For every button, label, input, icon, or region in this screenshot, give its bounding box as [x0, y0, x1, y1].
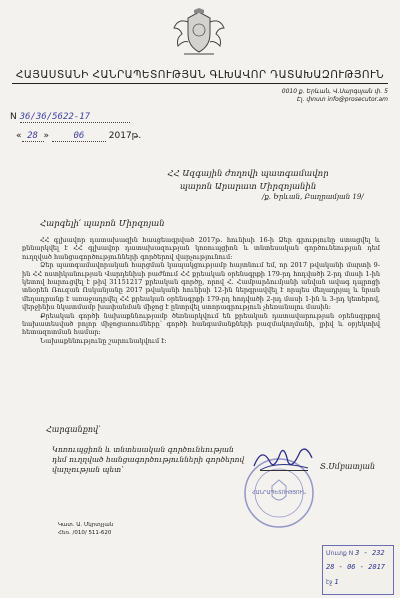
signature-line [260, 470, 308, 471]
signer-title-line-2: դեմ ուղղված հանցագործությունների գործերով [52, 455, 245, 464]
signer-title [52, 445, 244, 475]
body-paragraph: Նախաքննությունը շարունակվում է: [40, 336, 167, 345]
salutation: Հարգելի՛ պարոն Միրզոյան [40, 219, 165, 229]
letter-date-day: 28 [22, 131, 44, 142]
body-paragraph: Ձեր պատգամավորական հարցման կապակցությամբ հայտնում եմ, որ 2017 թվականի մարտի 9-ին ՀՀ ոստիկանության Վարդենիսի բաժնում ՀՀ քրեական օրենսգրքի 179-րդ հոդվածի 2-րդ մասի 1-ին կետով հարուցվել է թիվ 31151217 քրեական գործը, որով Հ. Համբարձումյանի անվան ավագ դպրոցի տնօրեն Ռուզան Ոսկանյանը 2017 թվականի հունիսի 12-ին ներգրավվել է որպես մեղադրյալ և նրան մեղադրանք է առաջադրվել ՀՀ քրեական օրենսգրքի 179-րդ հոդվածի 2-րդ մասի 1-ին և 3-րդ կետերով, վերջինիս նկատմամբ խափանման միջոց է ընտրվել ստորագրություն չհեռանալու մասին: [22, 261, 380, 312]
header-rule [12, 83, 388, 84]
closing-regards: Հարգանքով՝ [46, 425, 101, 434]
letter-number: 36/36/5622-17 [20, 112, 130, 123]
seal-text: ՀԱՆՐԱՊԵՏՈՒԹՅՈՒՆ [252, 490, 306, 496]
body-paragraph: Քրեական գործի նախաքննությամբ ծեռնարկվում են քրեական դատավարության օրենսգրքով նախատեսված բոլոր միջոցառումները՝ գործի հանգամանքների բազմակողմանի, լրիվ և օբյեկտիվ հետազոտման համար: [22, 311, 380, 337]
stamp-date: 28 - 06 - 2017 [326, 563, 386, 571]
coat-of-arms-icon [170, 8, 228, 60]
agency-address: 0010 ք. Երևան, Վ.Սարգսյան փ. 5 [281, 88, 388, 95]
executor-block [58, 522, 113, 537]
agency-name: ՀԱՅԱՍՏԱՆԻ ՀԱՆՐԱՊԵՏՈՒԹՅԱՆ ԳԼԽԱՎՈՐ ԴԱՏԱԽԱԶՈՒԹՅՈՒՆ [15, 69, 385, 81]
agency-email: Էլ. փոստ info@prosecutor.am [297, 96, 388, 103]
letter-number-row [10, 112, 130, 123]
signer-name: Տ.Սմբատյան [320, 462, 376, 471]
executor-name: Կատ. Ա. Մկրտչյան [58, 522, 114, 528]
letter-body [22, 236, 380, 345]
executor-phone: Հեռ. /010/ 511-620 [58, 529, 112, 536]
stamp-number: 3 - 232 [355, 549, 385, 557]
recipient-line-2: պարոն Արարատ Միրզոյանին [179, 182, 317, 192]
signer-title-line-3: վարչության պետ՝ [52, 465, 124, 474]
recipient-line-1: ՀՀ Ազգային ժողովի պատգամավոր [167, 169, 329, 179]
letter-number-prefix: N [10, 112, 17, 122]
stamp-pages: 1 [334, 578, 339, 586]
incoming-stamp [322, 545, 394, 595]
recipient-address: /ք. Երևան, Բաղրամյան 19/ [262, 193, 364, 201]
body-paragraph: ՀՀ գլխավոր դատախազին հասցեագրված 2017թ. հունիսի 16-ի Ձեր գրությունը ստացվել և քննարկվել է ՀՀ գլխավոր դատախազության կոռուպցիոն և տնտեսական գործունեության դեմ ուղղված հանցագործությունների գործերով վարչությունում: [22, 236, 380, 261]
stamp-pages-label: էջ [326, 579, 333, 586]
signer-title-line-1: Կոռուպցիոն և տնտեսական գործունեության [52, 445, 234, 454]
recipient-block [148, 168, 348, 194]
stamp-number-label: Մուտք N [326, 550, 354, 557]
letter-date-row: « 28 » 06 2017թ. [16, 131, 142, 141]
letter-date-year: 2017թ. [108, 131, 142, 141]
letter-date-month: 06 [52, 131, 106, 142]
